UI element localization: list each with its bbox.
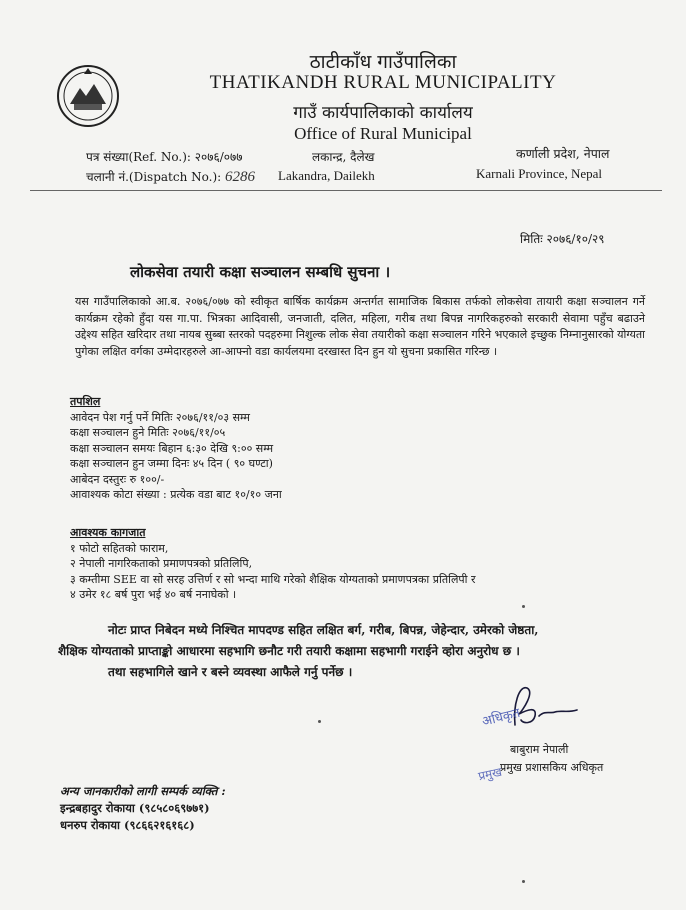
documents-line: ३ कम्तीमा SEE वा सो सरह उत्तिर्ण र सो भन्दा माथि गरेको शैक्षिक योग्यताको प्रमाणपत्रका प्रतिलिपी र [70, 572, 476, 586]
documents-heading: आवश्यक कागजात [70, 526, 146, 539]
office-stamp-secondary: प्रमुख [476, 764, 504, 784]
details-heading: तपशिल [70, 395, 101, 408]
notice-body: यस गाउँपालिकाको आ.ब. २०७६/०७७ को स्वीकृत बार्षिक कार्यक्रम अन्तर्गत सामाजिक बिकास तर्फको लोकसेवा तायारी कक्षा सञ्चालन गर्ने कार्यक्रम रहेको हुँदा यस गा.पा. भित्रका आदिवासी, जनजाती, दलित, महिला, गरीब तथा बिपन्न नागरिकहरुको सरकारी सेवामा पहुँच बढाउने उद्देश्य सहित खरिदार तथा नायब सुब्बा स्तरको पदहरुमा निशुल्क लोक सेवा तयारीको कक्षा सञ्चालन गरिने भएकाले इच्छुक निम्नानुसारको योग्यता पुगेका लक्षित वर्गका उम्मेदारहरुले आ-आफ्नो वडा कार्यलयमा दरखास्त दिन हुन यो सुचना प्रकासित गरिन्छ । [75, 295, 645, 358]
contact-heading: अन्य जानकारीको लागी सम्पर्क व्यक्ति : [60, 784, 226, 798]
office-name-np: गाउँ कार्यपालिकाको कार्यालय [293, 103, 473, 123]
dispatch-number [86, 168, 255, 186]
details-line: आवाश्यक कोटा संख्या : प्रत्येक वडा बाट १०/१० जना [70, 488, 282, 501]
municipality-name-en: THATIKANDH RURAL MUNICIPALITY [209, 72, 557, 93]
location-np: लकान्द्र, दैलेख [312, 150, 375, 164]
notice-subject: लोकसेवा तयारी कक्षा सञ्चालन सम्बधि सुचना । [130, 263, 391, 281]
note-line: नोटः प्राप्त निबेदन मध्ये निश्चित मापदण्ड सहित लक्षित बर्ग, गरीब, बिपन्न, जेहेन्दार, उमेरको जेष्ठता, [108, 623, 539, 637]
details-section [70, 394, 282, 503]
dispatch-label: चलानी नं.(Dispatch No.): [86, 170, 222, 184]
speck [522, 605, 525, 608]
details-line: आबेदन दस्तुरः रु १००/- [70, 472, 165, 486]
details-line: आवेदन पेश गर्नु पर्ने मितिः २०७६/११/०३ सम्म [70, 410, 250, 424]
office-stamp: अधिकृत [480, 705, 522, 730]
ref-number [86, 148, 243, 165]
contact-section [60, 783, 226, 834]
documents-line: २ नेपाली नागरिकताको प्रमाणपत्रको प्रतिलिपि, [70, 557, 253, 570]
note-line: तथा सहभागिले खाने र बस्ने व्यवस्था आफैले गर्नु पर्नेछ । [108, 665, 353, 679]
details-line: कक्षा सञ्चालन हुन जम्मा दिनः ४५ दिन ( ९० घण्टा) [70, 457, 273, 470]
documents-line: १ फोटो सहितको फाराम, [70, 541, 169, 555]
note-section [58, 620, 643, 683]
office-name-en: Office of Rural Municipal [294, 124, 472, 143]
signatory-name: बाबुराम नेपाली [510, 743, 569, 756]
municipality-name-np: ठाटीकाँध गाउँपालिका [309, 51, 457, 73]
speck [522, 880, 525, 883]
notice-date: मितिः २०७६/१०/२९ [520, 232, 605, 246]
province-np: कर्णाली प्रदेश, नेपाल [516, 146, 610, 161]
contact-person: धनरुप रोकाया (९८६६२१६१६८) [60, 818, 195, 832]
contact-person: इन्द्रबहादुर रोकाया (९८५८०६९७७१) [60, 801, 210, 815]
province-en: Karnali Province, Nepal [476, 166, 602, 181]
location-en: Lakandra, Dailekh [278, 168, 375, 183]
signatory-title: प्रमुख प्रशासकिय अधिकृत [500, 761, 604, 774]
dispatch-value: 6286 [225, 169, 256, 185]
details-line: कक्षा सञ्चालन समयः बिहान ६:३० देखि ९:०० सम्म [70, 441, 274, 455]
note-line: शैक्षिक योग्यताको प्राप्ताङ्को आधारमा सहभागि छनौट गरी तयारी कक्षामा सहभागी गराईने व्होरा अनुरोध छ । [58, 644, 520, 658]
details-line: कक्षा सञ्चालन हुने मितिः २०७६/११/०५ [70, 426, 226, 439]
documents-section [70, 525, 476, 603]
header-divider [30, 190, 662, 191]
documents-line: ४ उमेर १८ बर्ष पुरा भई ४० बर्ष ननाघेको । [70, 588, 237, 601]
ref-label: पत्र संख्या(Ref. No.): [86, 150, 191, 164]
ref-value: २०७६/०७७ [194, 150, 243, 164]
speck [318, 720, 321, 723]
